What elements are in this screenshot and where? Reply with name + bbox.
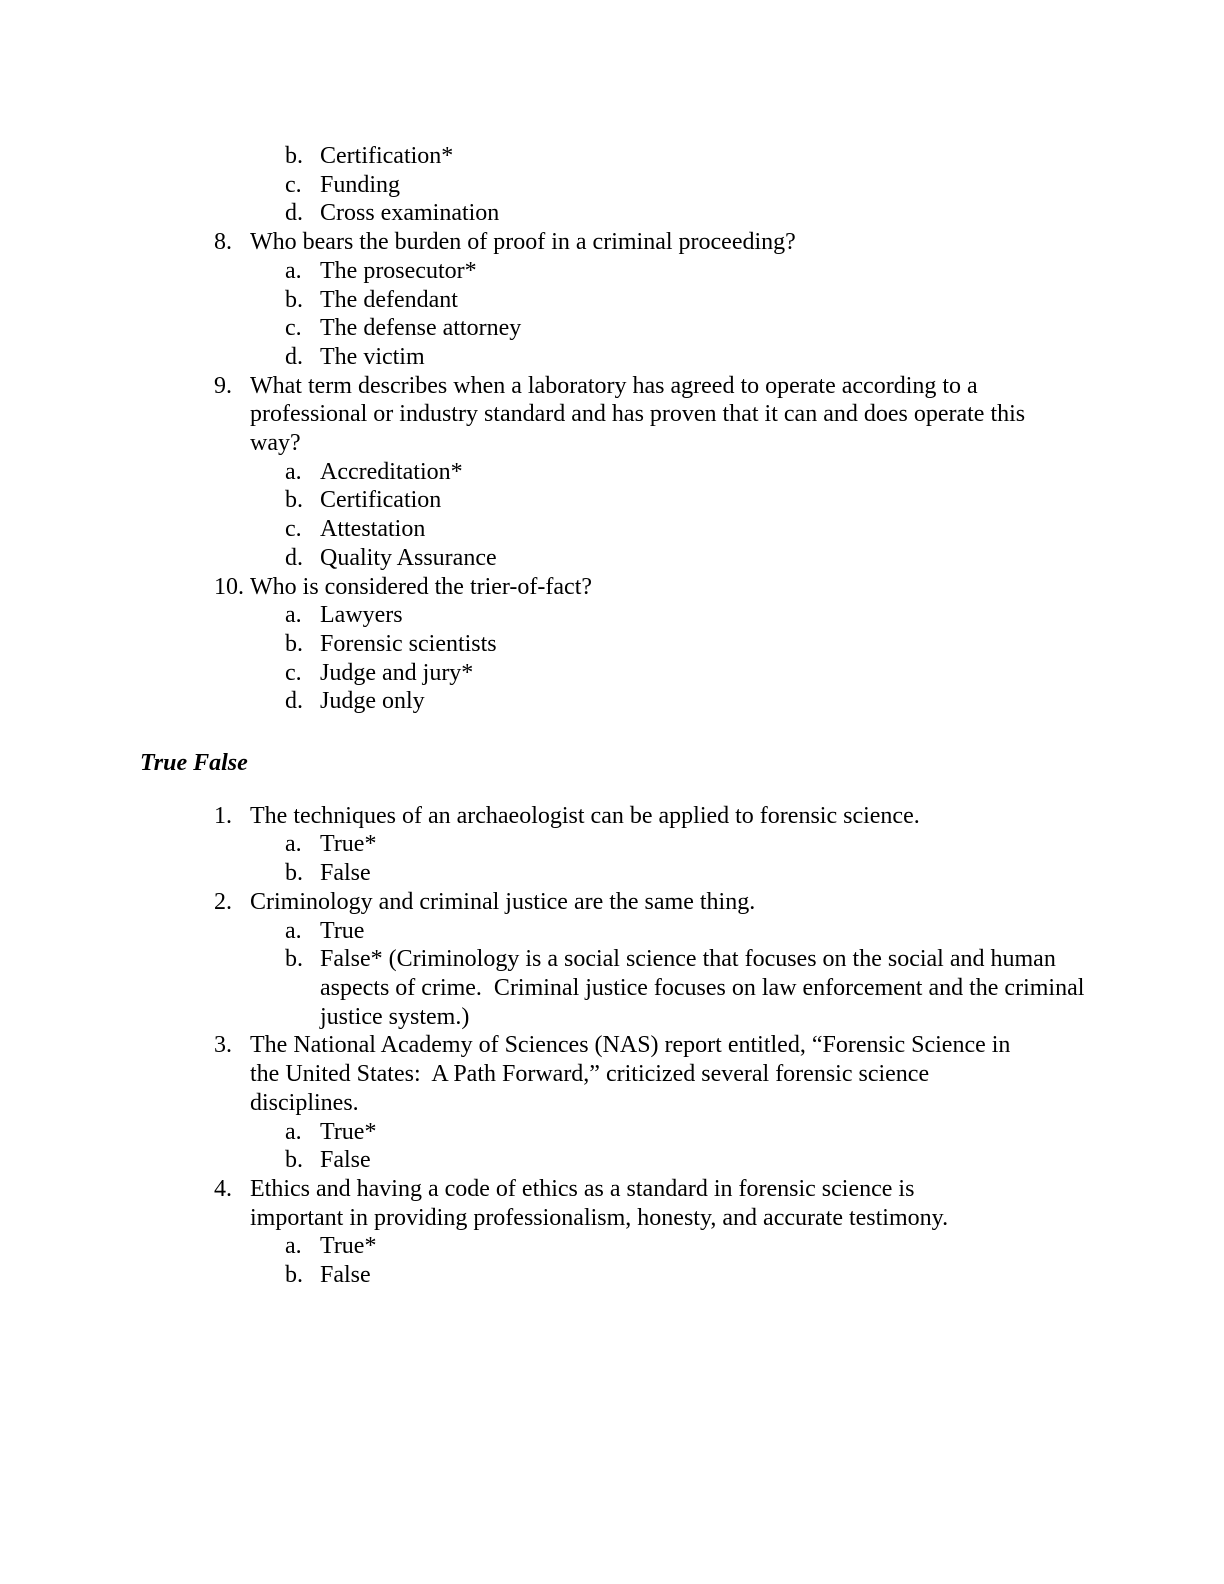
option-text: Judge only [320, 688, 425, 715]
option-letter: c. [285, 171, 302, 198]
question-number: 9. [214, 372, 232, 399]
multiple-choice-questions [140, 228, 1124, 716]
text-line: important in providing professionalism, honesty, and accurate testimony. [250, 1204, 949, 1231]
question-number: 10. [214, 573, 244, 600]
option-text: The defense attorney [320, 315, 522, 342]
answer-option [140, 142, 1124, 171]
true-false-heading: True False [140, 750, 248, 777]
option-text: False [320, 1262, 371, 1289]
option-letter: b. [285, 143, 303, 169]
option-text: Cross examination [320, 200, 500, 227]
question-item [140, 573, 1124, 717]
answer-option [140, 257, 1124, 286]
question-line [140, 372, 1124, 458]
answer-option [140, 515, 1124, 544]
option-text [320, 945, 1124, 1031]
option-letter: c. [285, 516, 302, 543]
option-letter: a. [285, 602, 302, 629]
answer-option [140, 630, 1124, 659]
answer-option [140, 343, 1124, 372]
option-letter: b. [285, 1147, 303, 1174]
option-letter: b. [285, 1262, 303, 1289]
answer-option [140, 544, 1124, 573]
option-letter: a. [285, 458, 302, 485]
question-options [140, 830, 1124, 887]
text-line: False* (Criminology is a social science that focuses on the social and human [320, 946, 1056, 973]
text-line: What term describes when a laboratory has agreed to operate according to a [250, 372, 978, 399]
answer-option [140, 859, 1124, 888]
answer-option [140, 1118, 1124, 1147]
question-number: 2. [214, 888, 232, 915]
question-text: The techniques of an archaeologist can be applied to forensic science. [250, 802, 920, 829]
answer-option [140, 601, 1124, 630]
option-text: True* [320, 1233, 377, 1260]
option-letter: a. [285, 1118, 302, 1145]
question-item [140, 372, 1124, 573]
question-text [250, 1175, 1124, 1232]
question-options [140, 1118, 1124, 1175]
option-letter: c. [285, 659, 302, 686]
question-text [250, 372, 1124, 458]
option-text: True [320, 917, 365, 944]
option-text: Judge and jury* [320, 659, 474, 686]
answer-option [140, 458, 1124, 487]
question-item [140, 228, 1124, 372]
question-options [140, 1232, 1124, 1289]
option-letter: a. [285, 831, 302, 858]
question-line [140, 1175, 1124, 1232]
option-text: Quality Assurance [320, 544, 497, 571]
question-line [140, 888, 1124, 917]
question-item [140, 1175, 1124, 1290]
option-letter: a. [285, 917, 302, 944]
option-text: True* [320, 831, 377, 858]
option-letter: c. [285, 315, 302, 342]
text-line: The National Academy of Sciences (NAS) report entitled, “Forensic Science in [250, 1032, 1011, 1059]
text-line: justice system.) [320, 1003, 470, 1030]
option-text: Funding [320, 171, 401, 198]
question-line [140, 228, 1124, 257]
answer-option [140, 917, 1124, 946]
question-text: Who is considered the trier-of-fact? [250, 573, 593, 600]
answer-option [140, 1232, 1124, 1261]
question-options [140, 917, 1124, 1032]
option-text: Forensic scientists [320, 630, 497, 657]
answer-option [140, 1146, 1124, 1175]
question-options [140, 458, 1124, 573]
question-number: 8. [214, 229, 232, 256]
option-text: True* [320, 1118, 377, 1145]
question-text: Who bears the burden of proof in a criminal proceeding? [250, 229, 796, 256]
option-letter: d. [285, 343, 303, 370]
option-letter: b. [285, 946, 303, 973]
text-line: Ethics and having a code of ethics as a standard in forensic science is [250, 1175, 915, 1202]
question-options [140, 601, 1124, 716]
option-text: Accreditation* [320, 458, 463, 485]
question-number: 4. [214, 1175, 232, 1202]
option-letter: d. [285, 200, 303, 227]
question-item [140, 802, 1124, 888]
answer-option [140, 314, 1124, 343]
text-line: disciplines. [250, 1089, 359, 1116]
answer-option [140, 830, 1124, 859]
option-text: False [320, 860, 371, 887]
question-options [140, 257, 1124, 372]
option-text: The victim [320, 343, 425, 370]
text-line: professional or industry standard and has proven that it can and does operate this [250, 401, 1026, 428]
question-number: 3. [214, 1032, 232, 1059]
true-false-questions [140, 802, 1124, 1290]
option-letter: d. [285, 544, 303, 571]
option-letter: d. [285, 688, 303, 715]
option-text: The defendant [320, 286, 458, 313]
answer-option [140, 486, 1124, 515]
text-line: the United States: A Path Forward,” criticized several forensic science [250, 1061, 930, 1088]
answer-option [140, 199, 1124, 228]
question-item [140, 1031, 1124, 1175]
question-line [140, 573, 1124, 602]
question-text [250, 1031, 1124, 1117]
question-text: Criminology and criminal justice are the same thing. [250, 888, 756, 915]
option-letter: a. [285, 257, 302, 284]
answer-option [140, 687, 1124, 716]
option-letter: b. [285, 630, 303, 657]
option-letter: b. [285, 286, 303, 313]
orphan-options [140, 142, 1124, 228]
answer-option [140, 945, 1124, 1031]
option-text: Certification* [320, 143, 454, 169]
option-text: Lawyers [320, 602, 403, 629]
option-letter: a. [285, 1233, 302, 1260]
option-letter: b. [285, 860, 303, 887]
option-text: The prosecutor* [320, 257, 477, 284]
option-text: Certification [320, 487, 442, 514]
answer-option [140, 1261, 1124, 1290]
option-text: Attestation [320, 516, 426, 543]
answer-option [140, 286, 1124, 315]
question-line [140, 802, 1124, 831]
question-item [140, 888, 1124, 1032]
question-line [140, 1031, 1124, 1117]
option-text: False [320, 1147, 371, 1174]
question-number: 1. [214, 802, 232, 829]
option-letter: b. [285, 487, 303, 514]
text-line: aspects of crime. Criminal justice focuses on law enforcement and the criminal [320, 974, 1085, 1001]
answer-option [140, 659, 1124, 688]
text-line: way? [250, 430, 301, 457]
answer-option [140, 171, 1124, 200]
